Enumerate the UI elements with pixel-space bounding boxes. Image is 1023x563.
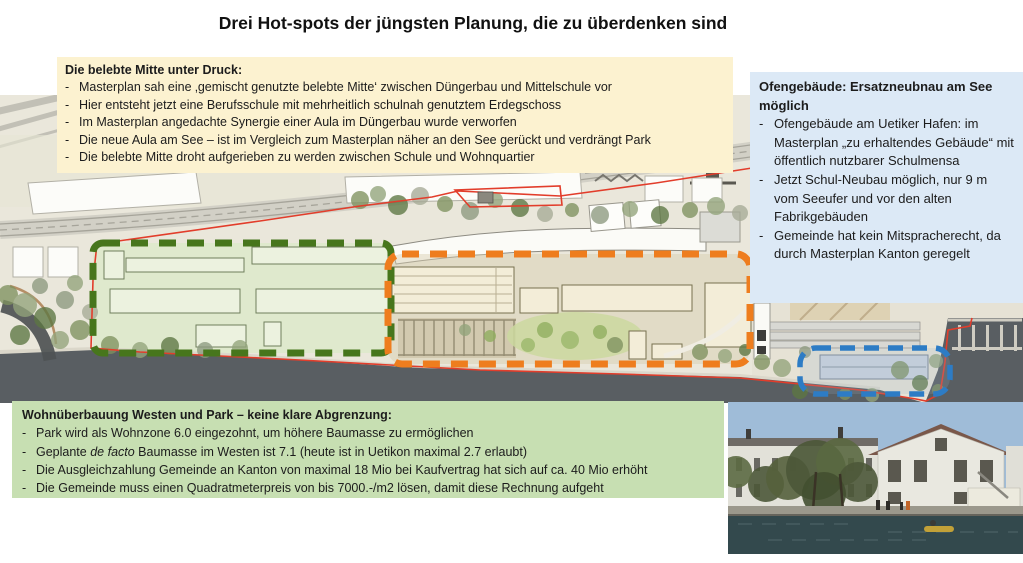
blue-zone-outline bbox=[800, 348, 950, 394]
bullet-dash: - bbox=[65, 115, 70, 130]
green-zone bbox=[93, 243, 391, 353]
bullet-text: Gemeinde hat kein Mitspracherecht, da durch Masterplan Kanton geregelt bbox=[774, 227, 1001, 262]
callout-belebte-mitte-title: Die belebte Mitte unter Druck: bbox=[65, 63, 243, 77]
bullet-dash: - bbox=[22, 426, 27, 441]
bullet-dash: - bbox=[759, 227, 764, 243]
bullet-text-italic: de facto bbox=[90, 444, 135, 459]
list-item bbox=[759, 115, 1015, 171]
person-orange bbox=[906, 501, 910, 510]
bullet-text: Park wird als Wohnzone 6.0 eingezohnt, um höhere Baumasse zu ermöglichen bbox=[36, 426, 474, 441]
bullet-text: Die belebte Mitte droht aufgerieben zu werden zwischen Schule und Wohnquartier bbox=[79, 150, 535, 165]
bullet-text: Die neue Aula am See – ist im Vergleich zum Masterplan näher an den See gerückt und verdrängt Park bbox=[79, 132, 651, 147]
list-item bbox=[759, 227, 1015, 264]
bullet-text: Jetzt Schul-Neubau möglich, nur 9 m vom Seeufer und vor den alten Fabrikgebäuden bbox=[774, 171, 988, 225]
bullet-dash: - bbox=[759, 171, 764, 187]
callout-wohnueberbauung-title: Wohnüberbauung Westen und Park – keine klare Abgrenzung: bbox=[22, 408, 392, 422]
callout-ofengebaeude-title: Ofengebäude: Ersatzneubnau am See möglich bbox=[759, 79, 993, 113]
callout-belebte-mitte bbox=[57, 57, 733, 173]
lake-photo bbox=[728, 516, 1023, 554]
bullet-dash: - bbox=[22, 444, 27, 459]
list-item bbox=[759, 171, 1015, 227]
bullet-text bbox=[36, 443, 714, 461]
bullet-dash: - bbox=[65, 150, 70, 165]
bullet-text: Die Gemeinde muss einen Quadratmeterpreis von bis 7000.-/m2 lösen, damit diese Rechnung aufgeht bbox=[36, 481, 604, 496]
list-item bbox=[22, 461, 714, 479]
bullet-text-post: Baumasse im Westen ist 7.1 (heute ist in Uetikon maximal 2.7 erlaubt) bbox=[134, 444, 528, 459]
list-item bbox=[65, 132, 723, 149]
bullet-text: Ofengebäude am Uetiker Hafen: im Masterplan „zu erhaltendes Gebäude“ mit öffentlich nutzbarer Schulmensa bbox=[774, 116, 1014, 169]
list-item bbox=[65, 114, 723, 131]
list-item bbox=[22, 424, 714, 442]
bullet-dash: - bbox=[65, 97, 70, 112]
boat bbox=[924, 526, 954, 532]
bullet-dash: - bbox=[22, 481, 27, 496]
ofengebaeude-lakeside-photo bbox=[728, 402, 1023, 554]
callout-ofengebaeude bbox=[750, 72, 1023, 303]
bullet-dash: - bbox=[65, 80, 70, 95]
platforms bbox=[398, 318, 516, 358]
bullet-text: Hier entsteht jetzt eine Berufsschule mit mehrheitlich schulnah genutztem Erdegschoss bbox=[79, 97, 562, 112]
bullet-text-pre: Geplante bbox=[36, 444, 91, 459]
bullet-text: Masterplan sah eine ‚gemischt genutzte belebte Mitte‘ zwischen Düngerbau und Mittelschule vor bbox=[79, 80, 612, 95]
list-item bbox=[65, 149, 723, 166]
bullet-dash: - bbox=[759, 116, 764, 132]
bullet-dash: - bbox=[65, 132, 70, 147]
bullet-text: Im Masterplan angedachte Synergie einer Aula im Düngerbau wurde verworfen bbox=[79, 115, 517, 130]
depot-building-icon bbox=[478, 192, 493, 203]
list-item bbox=[65, 79, 723, 96]
list-item bbox=[65, 97, 723, 114]
callout-wohnueberbauung bbox=[12, 401, 724, 498]
list-item bbox=[22, 479, 714, 497]
bullet-dash: - bbox=[22, 462, 27, 477]
list-item bbox=[22, 443, 714, 461]
page-title: Drei Hot-spots der jüngsten Planung, die zu überdenken sind bbox=[218, 13, 728, 33]
bullet-text: Die Ausgleichzahlung Gemeinde an Kanton von maximal 18 Mio bei Kaufvertrag hat sich auf ca. 40 Mio erhöht bbox=[36, 462, 648, 477]
